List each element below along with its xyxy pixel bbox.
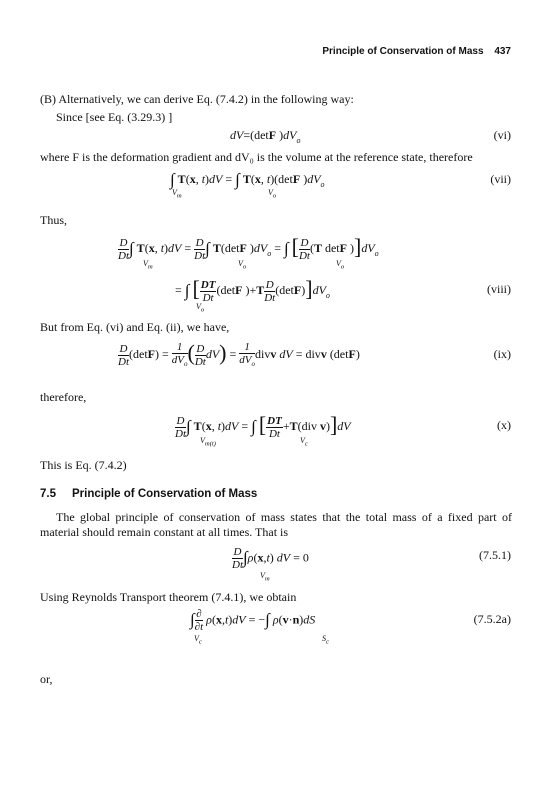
- intro-line: (B) Alternatively, we can derive Eq. (7.4.2) in the following way:: [40, 92, 354, 106]
- thus-line: Thus,: [40, 213, 67, 227]
- equation-number-vii: (vii): [490, 172, 511, 186]
- or-line: or,: [40, 672, 53, 686]
- running-header: [322, 46, 511, 57]
- therefore-line: therefore,: [40, 390, 87, 404]
- limit-vo-2: $V_o$: [238, 259, 247, 271]
- equation-number-ix: (ix): [493, 347, 511, 361]
- since-line: Since [see Eq. (3.29.3) ]: [56, 110, 173, 124]
- equation-vii: ∫ T(x, t)dV = ∫ T(x, t)(detF )$dV_o$: [170, 170, 325, 189]
- limit-vm: $V_m$: [172, 188, 182, 200]
- equation-number-7-5-1: (7.5.1): [479, 548, 511, 562]
- limit-vm-3: $V_m$: [260, 571, 270, 583]
- equation-7-5-2a: ∫ $\frac{\partial}{\partial t}$ ρ(x,t)dV = −∫ ρ(v·n)dS: [190, 608, 316, 633]
- equation-viii-line1: $\frac{D}{Dt}$ ∫ T(x, t)dV = $\frac{D}{Dt}$ ∫ T(detF )$dV_o$ = ∫ [ $\frac{D}{Dt}$ (T detF )]$dV_o$: [118, 234, 379, 262]
- equation-ix: $\frac{D}{Dt}$ (detF) = $\frac{1}{dV_o}$ ( $\frac{D}{Dt}$ dV) = $\frac{1}{dV_o}$ divv dV = divv (detF): [118, 340, 360, 368]
- limit-vo-4: $V_o$: [196, 302, 205, 314]
- equation-number-vi: (vi): [493, 128, 511, 142]
- running-header-title: Principle of Conservation of Mass: [322, 46, 484, 57]
- equation-7-5-1: $\frac{D}{Dt}$ ∫ρ(x,t) dV = 0: [232, 546, 309, 571]
- using-line: Using Reynolds Transport theorem (7.4.1), we obtain: [40, 590, 297, 604]
- equation-x: $\frac{D}{Dt}$ ∫ T(x, t)dV = ∫ [ $\frac{DT}{Dt}$ +T(div v)]dV: [175, 412, 351, 440]
- limit-vc-2: $V_c$: [194, 634, 202, 646]
- equation-number-7-5-2a: (7.5.2a): [473, 612, 511, 626]
- but-from-line: But from Eq. (vi) and Eq. (ii), we have,: [40, 320, 230, 334]
- equation-viii-line2: = ∫ [ $\frac{DT}{Dt}$ (detF )+T $\frac{D}{Dt}$ $(\det F)]dV_o$: [175, 276, 330, 304]
- limit-vc: $V_c$: [300, 436, 308, 448]
- limit-vo-3: $V_o$: [336, 259, 345, 271]
- this-is-line: This is Eq. (7.4.2): [40, 458, 127, 472]
- limit-sc: $S_c$: [322, 634, 329, 646]
- where-line: where F is the deformation gradient and dV₀ is the volume at the reference state, therefore: [40, 150, 473, 164]
- section-title: Principle of Conservation of Mass: [72, 488, 258, 500]
- limit-vm-2: $V_m$: [143, 259, 153, 271]
- equation-vi: dV=(detF )$dV_o$: [230, 128, 301, 145]
- equation-number-x: (x): [497, 418, 511, 432]
- global-principle-paragraph: The global principle of conservation of mass states that the total mass of a fixed part of material should remain constant at all times. That is: [40, 510, 512, 539]
- limit-vmt: $V_{m(t)}$: [200, 436, 216, 448]
- limit-vo: $V_o$: [268, 188, 277, 200]
- page-number: 437: [494, 46, 511, 57]
- equation-number-viii: (viii): [487, 282, 511, 296]
- section-heading: [40, 488, 257, 500]
- section-number: 7.5: [40, 488, 56, 500]
